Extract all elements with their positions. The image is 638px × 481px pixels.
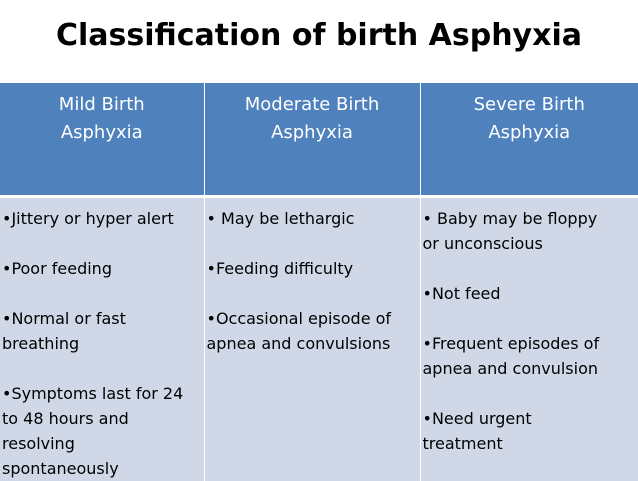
item-line: •Jittery or hyper alert	[2, 206, 202, 231]
item-line: •Symptoms last for 24	[2, 381, 202, 406]
item-line: treatment	[423, 431, 637, 456]
item-line: apnea and convulsion	[423, 356, 637, 381]
item-line: or unconscious	[423, 231, 637, 256]
header-mild	[0, 83, 204, 197]
list-item	[423, 281, 637, 306]
item-line: •Poor feeding	[2, 256, 202, 281]
item-line: apnea and convulsions	[207, 331, 418, 356]
list-item	[423, 206, 637, 256]
header-line: Asphyxia	[425, 119, 635, 147]
item-line: breathing	[2, 331, 202, 356]
list-item	[2, 206, 202, 231]
list-item	[2, 256, 202, 281]
list-item	[2, 306, 202, 356]
item-line: •Not feed	[423, 281, 637, 306]
item-line: •Occasional episode of	[207, 306, 418, 331]
header-line: Severe Birth	[425, 91, 635, 119]
classification-table	[0, 83, 638, 481]
item-line: •Frequent episodes of	[423, 331, 637, 356]
header-line: Mild Birth	[4, 91, 200, 119]
list-item	[423, 331, 637, 381]
item-line: •Feeding difficulty	[207, 256, 418, 281]
cell-moderate	[204, 197, 420, 481]
table-header-row	[0, 83, 638, 197]
list-item	[423, 406, 637, 456]
list-item	[207, 206, 418, 231]
item-line: •Need urgent	[423, 406, 637, 431]
header-moderate	[204, 83, 420, 197]
list-item	[207, 256, 418, 281]
cell-severe	[420, 197, 638, 481]
header-line: Asphyxia	[4, 119, 200, 147]
item-line: • Baby may be floppy	[423, 206, 637, 231]
header-line: Moderate Birth	[209, 91, 416, 119]
header-severe	[420, 83, 638, 197]
header-line: Asphyxia	[209, 119, 416, 147]
item-line: • May be lethargic	[207, 206, 418, 231]
item-line: •Normal or fast	[2, 306, 202, 331]
list-item	[207, 306, 418, 356]
item-line: to 48 hours and	[2, 406, 202, 431]
page-title: Classification of birth Asphyxia	[0, 18, 638, 53]
table-row	[0, 197, 638, 481]
list-item	[2, 381, 202, 481]
cell-mild	[0, 197, 204, 481]
item-line: spontaneously	[2, 456, 202, 481]
item-line: resolving	[2, 431, 202, 456]
